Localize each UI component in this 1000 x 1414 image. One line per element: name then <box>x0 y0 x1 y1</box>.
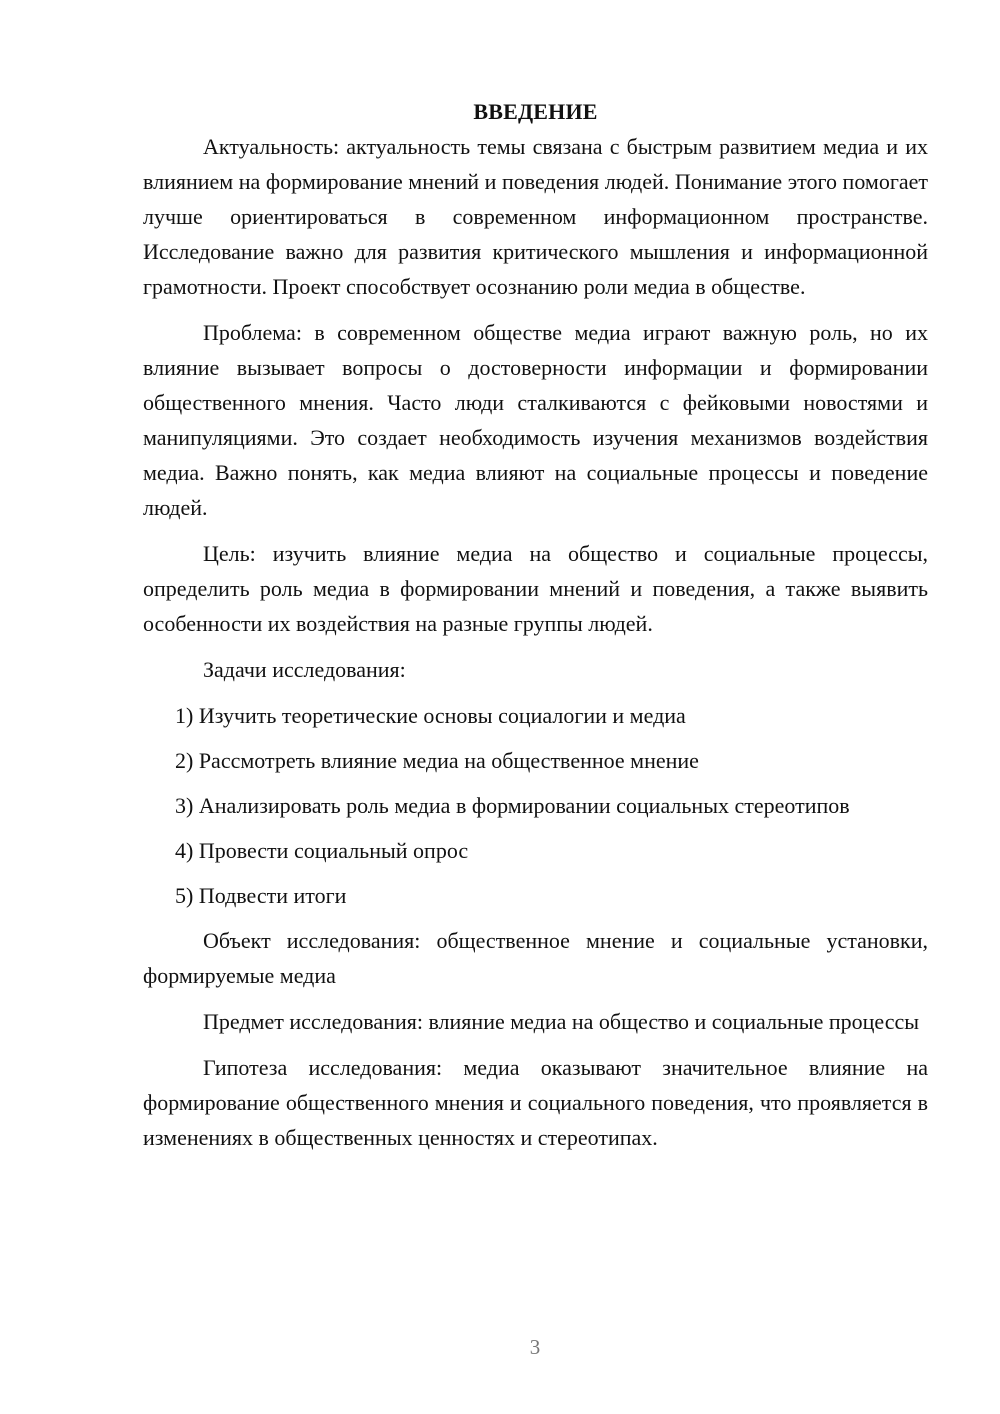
paragraph-subject: Предмет исследования: влияние медиа на общество и социальные процессы <box>203 1009 919 1034</box>
page-number: 3 <box>529 1335 541 1359</box>
paragraph-goal: Цель: изучить влияние медиа на общество и социальные процессы, определить роль медиа в формировании мнений и поведения, а также выявить особенности их воздействия на разные группы людей. <box>143 541 928 636</box>
paragraph-problem: Проблема: в современном обществе медиа играют важную роль, но их влияние вызывает вопросы о достоверности информации и формировании общественного мнения. Часто люди сталкиваются с фейковыми новостями и манипуляциями. Это создает необходимость изучения механизмов воздействия медиа. Важно понять, как медиа влияют на социальные процессы и поведение людей. <box>143 320 928 520</box>
task-item-2: 2) Рассмотреть влияние медиа на общественное мнение <box>175 748 699 773</box>
task-item-4: 4) Провести социальный опрос <box>175 838 469 863</box>
task-item-5: 5) Подвести итоги <box>175 883 347 908</box>
page-content <box>143 94 928 1155</box>
paragraph-object: Объект исследования: общественное мнение и социальные установки, формируемые медиа <box>143 928 928 988</box>
paragraph-relevance: Актуальность: актуальность темы связана с быстрым развитием медиа и их влиянием на формирование мнений и поведения людей. Понимание этого помогает лучше ориентироваться в современном информационном пространстве. Исследование важно для развития критического мышления и информационной грамотности. Проект способствует осознанию роли медиа в обществе. <box>143 134 928 299</box>
section-title: ВВЕДЕНИЕ <box>473 99 598 124</box>
paragraph-tasks-heading: Задачи исследования: <box>203 657 406 682</box>
task-item-1: 1) Изучить теоретические основы социалогии и медиа <box>175 703 686 728</box>
paragraph-hypothesis: Гипотеза исследования: медиа оказывают значительное влияние на формирование общественного мнения и социального поведения, что проявляется в изменениях в общественных ценностях и стереотипах. <box>143 1055 928 1150</box>
task-item-3: 3) Анализировать роль медиа в формировании социальных стереотипов <box>175 793 850 818</box>
